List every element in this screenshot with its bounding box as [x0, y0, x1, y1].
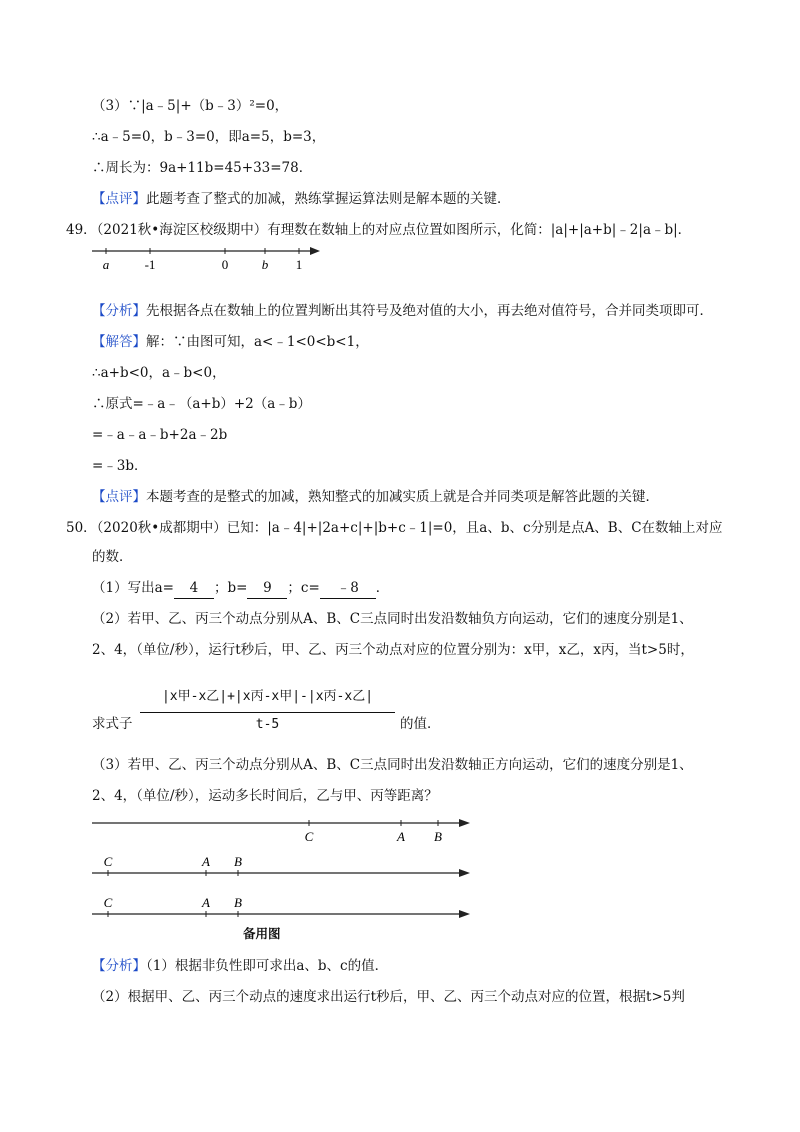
- solution-49-3: ∴原式=﹣a﹣（a+b）+2（a﹣b）: [92, 396, 311, 412]
- question-50-part2-line2: 2、4，（单位/秒），运行t秒后，甲、乙、丙三个动点对应的位置分别为：x甲，x乙，x丙，当t>5时，: [92, 642, 694, 658]
- line-3-perimeter: ∴周长为：9a+11b=45+33=78．: [92, 160, 313, 176]
- expression-suffix: 的值．: [400, 716, 441, 732]
- number-line-50-spare-1: [90, 852, 480, 882]
- nl50-label-b: B: [434, 829, 442, 844]
- fraction-denominator: t-5: [255, 717, 280, 732]
- comment-text: 本题考查的是整式的加减，熟知整式的加减实质上就是合并同类项是解答此题的关键．: [146, 489, 659, 505]
- question-50-part3-line2: 2、4，（单位/秒），运动多长时间后，乙与甲、丙等距离？: [92, 788, 438, 804]
- question-50-part1: （1）写出a= 4 ；b= 9 ；c= ﹣8 ．: [92, 578, 389, 599]
- nl50-label-c: C: [304, 829, 314, 844]
- solution-49-4: =﹣a﹣a﹣b+2a﹣2b: [92, 427, 228, 443]
- spare2-label-a: A: [202, 895, 210, 910]
- answer-a: 4: [174, 578, 214, 599]
- question-50-part2-line1: （2）若甲、乙、丙三个动点分别从A、B、C三点同时出发沿数轴负方向运动，它们的速度分别是1、: [92, 611, 693, 627]
- analysis-49: [92, 301, 713, 321]
- spare1-label-c: C: [103, 854, 113, 869]
- question-49: 49．（2021秋•海淀区校级期中）有理数在数轴上的对应点位置如图所示，化简：|a|+|a+b|﹣2|a﹣b|．: [66, 222, 692, 238]
- question-50-line1: 50．（2020秋•成都期中）已知：|a﹣4|+|2a+c|+|b+c﹣1|=0，且a、b、c分别是点A、B、C在数轴上对应: [66, 520, 723, 536]
- figure-caption: 备用图: [243, 926, 281, 941]
- question-50-part3-line1: （3）若甲、乙、丙三个动点分别从A、B、C三点同时出发沿数轴正方向运动，它们的速度分别是1、: [92, 757, 693, 773]
- fraction-numerator: |x甲-x乙|+|x丙-x甲|-|x丙-x乙|: [161, 689, 374, 704]
- comment-48: [92, 189, 511, 209]
- number-line-50-main: [90, 814, 480, 844]
- analysis-text: （1）根据非负性即可求出a、b、c的值．: [146, 958, 389, 974]
- nl50-label-a: A: [397, 829, 405, 844]
- spare1-label-b: B: [234, 854, 242, 869]
- fraction-bar: [140, 712, 395, 713]
- spare1-label-a: A: [202, 854, 210, 869]
- analysis-50-1: [92, 956, 388, 976]
- line-3-solve: ∴a﹣5=0，b﹣3=0，即a=5，b=3，: [92, 129, 326, 145]
- nl49-label-0: 0: [221, 257, 229, 272]
- spare2-label-b: B: [234, 895, 242, 910]
- nl49-label-1: 1: [295, 257, 303, 272]
- nl49-label-a: a: [102, 257, 110, 272]
- spare2-label-c: C: [103, 895, 113, 910]
- analysis-text: 先根据各点在数轴上的位置判断出其符号及绝对值的大小，再去绝对值符号，合并同类项即可．: [146, 303, 713, 319]
- number-line-50-spare-2: [90, 894, 480, 924]
- number-line-49: [90, 243, 330, 277]
- nl49-label-b: b: [261, 257, 269, 272]
- solution-text: 解：∵由图可知，a<﹣1<0<b<1，: [146, 334, 369, 350]
- comment-tag: 【点评】: [92, 191, 146, 207]
- answer-c: ﹣8: [320, 578, 376, 599]
- solution-49-1: [92, 332, 369, 352]
- nl49-label-neg1: -1: [144, 257, 156, 272]
- solution-tag: 【解答】: [92, 334, 146, 350]
- analysis-50-2: （2）根据甲、乙、丙三个动点的速度求出运行t秒后，甲、乙、丙三个动点对应的位置，根据t>5判: [92, 989, 685, 1005]
- solution-49-2: ∴a+b<0，a﹣b<0，: [92, 365, 226, 381]
- analysis-tag: 【分析】: [92, 303, 146, 319]
- comment-text: 此题考查了整式的加减，熟练掌握运算法则是解本题的关键．: [146, 191, 511, 207]
- question-50-line2: 的数．: [92, 549, 133, 565]
- analysis-tag: 【分析】: [92, 958, 146, 974]
- comment-tag: 【点评】: [92, 489, 146, 505]
- answer-b: 9: [247, 578, 287, 599]
- comment-49: [92, 487, 659, 507]
- expression-prefix: 求式子: [92, 716, 133, 732]
- solution-49-5: =﹣3b．: [92, 458, 148, 474]
- line-3-condition: （3）∵|a﹣5|+（b﹣3）²=0，: [92, 98, 289, 114]
